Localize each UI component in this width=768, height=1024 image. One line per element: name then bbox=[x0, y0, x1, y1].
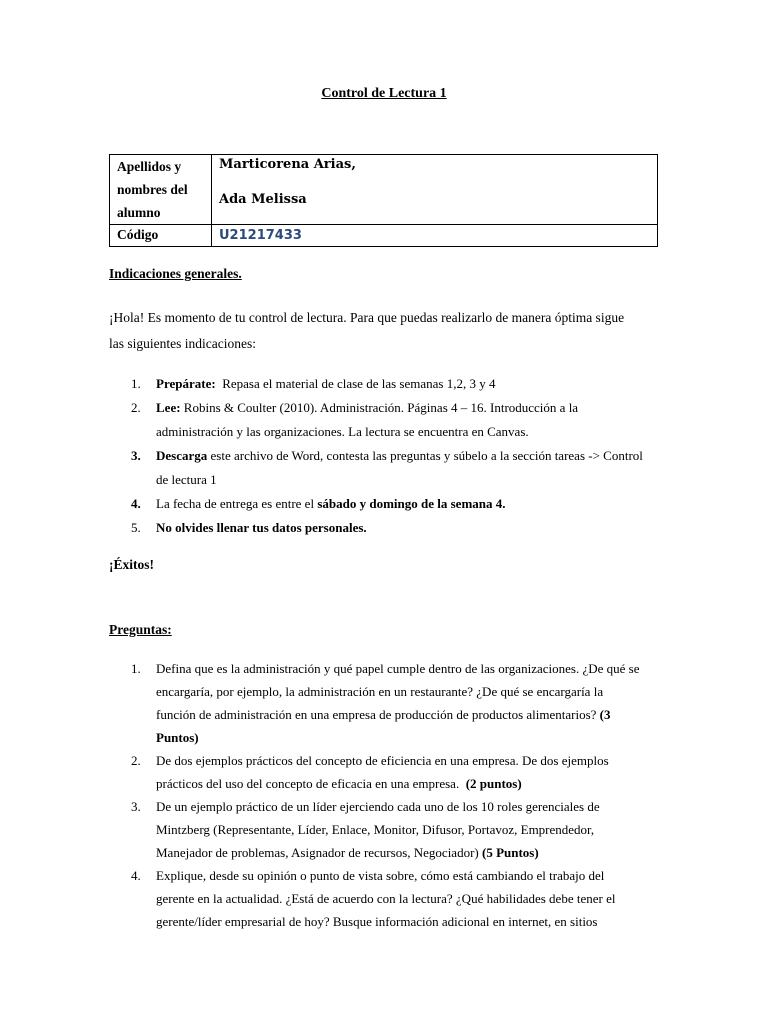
code-value: U21217433 bbox=[219, 228, 302, 243]
list-item: 5. No olvides llenar tus datos personales. bbox=[131, 520, 367, 535]
list-item: 2. Lee: Robins & Coulter (2010). Administración. Páginas 4 – 16. Introducción a la administración y las organizaciones. La lectura se encuentra en Canvas. bbox=[131, 400, 579, 439]
preguntas-list bbox=[109, 657, 644, 933]
name-line-2: Ada Melissa bbox=[219, 192, 307, 207]
exitos-text: ¡Éxitos! bbox=[109, 557, 154, 572]
list-item: 1. Defina que es la administración y qué papel cumple dentro de las organizaciones. ¿De qué se encargaría, por ejemplo, la administración en un restaurante? ¿De qué se encargaría la función de administración en una empresa de producción de productos alimentarios? (3 Puntos) bbox=[131, 661, 640, 745]
name-line-1: Marticorena Arias, bbox=[219, 157, 356, 172]
code-cell bbox=[212, 225, 658, 247]
list-item: 2. De dos ejemplos prácticos del concepto de eficiencia en una empresa. De dos ejemplos prácticos del uso del concepto de eficacia en una empresa. (2 puntos) bbox=[131, 753, 612, 791]
list-item: 3. Descarga este archivo de Word, contesta las preguntas y súbelo a la sección tareas -> Control de lectura 1 bbox=[131, 448, 643, 487]
page-title: Control de Lectura 1 bbox=[321, 86, 447, 101]
list-item: 1. Prepárate: Repasa el material de clase de las semanas 1,2, 3 y 4 bbox=[131, 376, 496, 391]
intro-paragraph: ¡Hola! Es momento de tu control de lectura. Para que puedas realizarlo de manera óptima sigue las siguientes indicaciones: bbox=[109, 310, 625, 351]
list-item: 4. Explique, desde su opinión o punto de vista sobre, cómo está cambiando el trabajo del gerente en la actualidad. ¿Está de acuerdo con la lectura? ¿Qué habilidades debe tener el gerente/líder empresarial de hoy? Busque información adicional en internet, en sitios bbox=[131, 868, 616, 929]
student-info-table bbox=[109, 154, 658, 247]
list-item: 3. De un ejemplo práctico de un líder ejerciendo cada uno de los 10 roles gerenciales de Mintzberg (Representante, Líder, Enlace, Monitor, Difusor, Portavoz, Emprendedor, Manejador de problemas, Asignador de recursos, Negociador) (5 Puntos) bbox=[131, 799, 600, 860]
indicaciones-list bbox=[109, 372, 644, 540]
preguntas-heading: Preguntas: bbox=[109, 622, 172, 637]
indicaciones-heading: Indicaciones generales. bbox=[109, 266, 242, 281]
name-label: Apellidos y nombres del alumno bbox=[110, 155, 212, 225]
list-item: 4. La fecha de entrega es entre el sábado y domingo de la semana 4. bbox=[131, 496, 506, 511]
code-label: Código bbox=[110, 225, 212, 247]
name-value bbox=[212, 155, 658, 225]
